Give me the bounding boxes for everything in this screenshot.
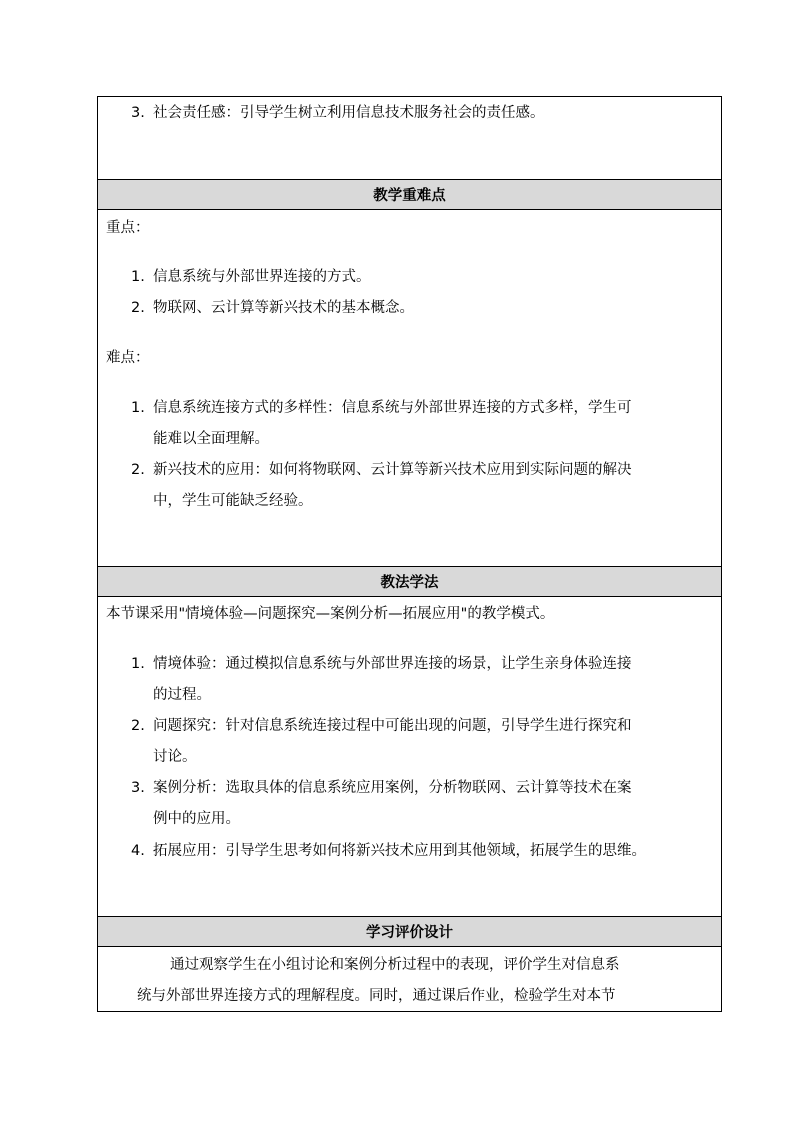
list-item-text: 案例分析：选取具体的信息系统应用案例，分析物联网、云计算等技术在案	[153, 780, 632, 796]
assessment-text-continued: 统与外部世界连接方式的理解程度。同时，通过课后作业，检验学生对本节	[137, 988, 616, 1004]
list-item-text-continued: 能难以全面理解。	[153, 431, 269, 447]
list-item-text: 信息系统与外部世界连接的方式。	[153, 269, 371, 285]
section-header-label: 学习评价设计	[366, 925, 453, 941]
list-item-text: 问题探究：针对信息系统连接过程中可能出现的问题，引导学生进行探究和	[153, 718, 632, 734]
key-points-label: 重点：	[106, 220, 150, 236]
lesson-plan-table	[97, 96, 722, 1012]
section-header-label: 教法学法	[380, 575, 439, 591]
list-item-text: 社会责任感：引导学生树立利用信息技术服务社会的责任感。	[153, 105, 545, 121]
list-item-number: 1.	[131, 656, 145, 672]
list-item-text: 新兴技术的应用：如何将物联网、云计算等新兴技术应用到实际问题的解决	[153, 462, 632, 478]
list-item-text: 情境体验：通过模拟信息系统与外部世界连接的场景，让学生亲身体验连接	[153, 656, 632, 672]
list-item-text: 物联网、云计算等新兴技术的基本概念。	[153, 300, 414, 316]
section-header-key-difficult	[98, 179, 721, 210]
section-header-assessment	[98, 916, 721, 947]
list-item-number: 1.	[131, 269, 145, 285]
list-item-number: 3.	[131, 780, 145, 796]
difficult-points-label: 难点：	[106, 350, 150, 366]
methods-intro: 本节课采用"情境体验—问题探究—案例分析—拓展应用"的教学模式。	[106, 606, 555, 622]
list-item-text: 拓展应用：引导学生思考如何将新兴技术应用到其他领域，拓展学生的思维。	[153, 843, 646, 859]
list-item-number: 3.	[131, 105, 145, 121]
section-header-label: 教学重难点	[373, 188, 446, 204]
list-item-number: 2.	[131, 718, 145, 734]
list-item-text-continued: 例中的应用。	[153, 811, 240, 827]
assessment-text: 通过观察学生在小组讨论和案例分析过程中的表现，评价学生对信息系	[170, 957, 620, 973]
list-item-number: 2.	[131, 300, 145, 316]
section-header-methods	[98, 566, 721, 597]
list-item-number: 2.	[131, 462, 145, 478]
list-item-text-continued: 中，学生可能缺乏经验。	[153, 493, 313, 509]
list-item-text-continued: 讨论。	[153, 749, 197, 765]
list-item-text-continued: 的过程。	[153, 687, 211, 703]
list-item-number: 1.	[131, 400, 145, 416]
list-item-text: 信息系统连接方式的多样性：信息系统与外部世界连接的方式多样，学生可	[153, 400, 632, 416]
list-item-number: 4.	[131, 843, 145, 859]
